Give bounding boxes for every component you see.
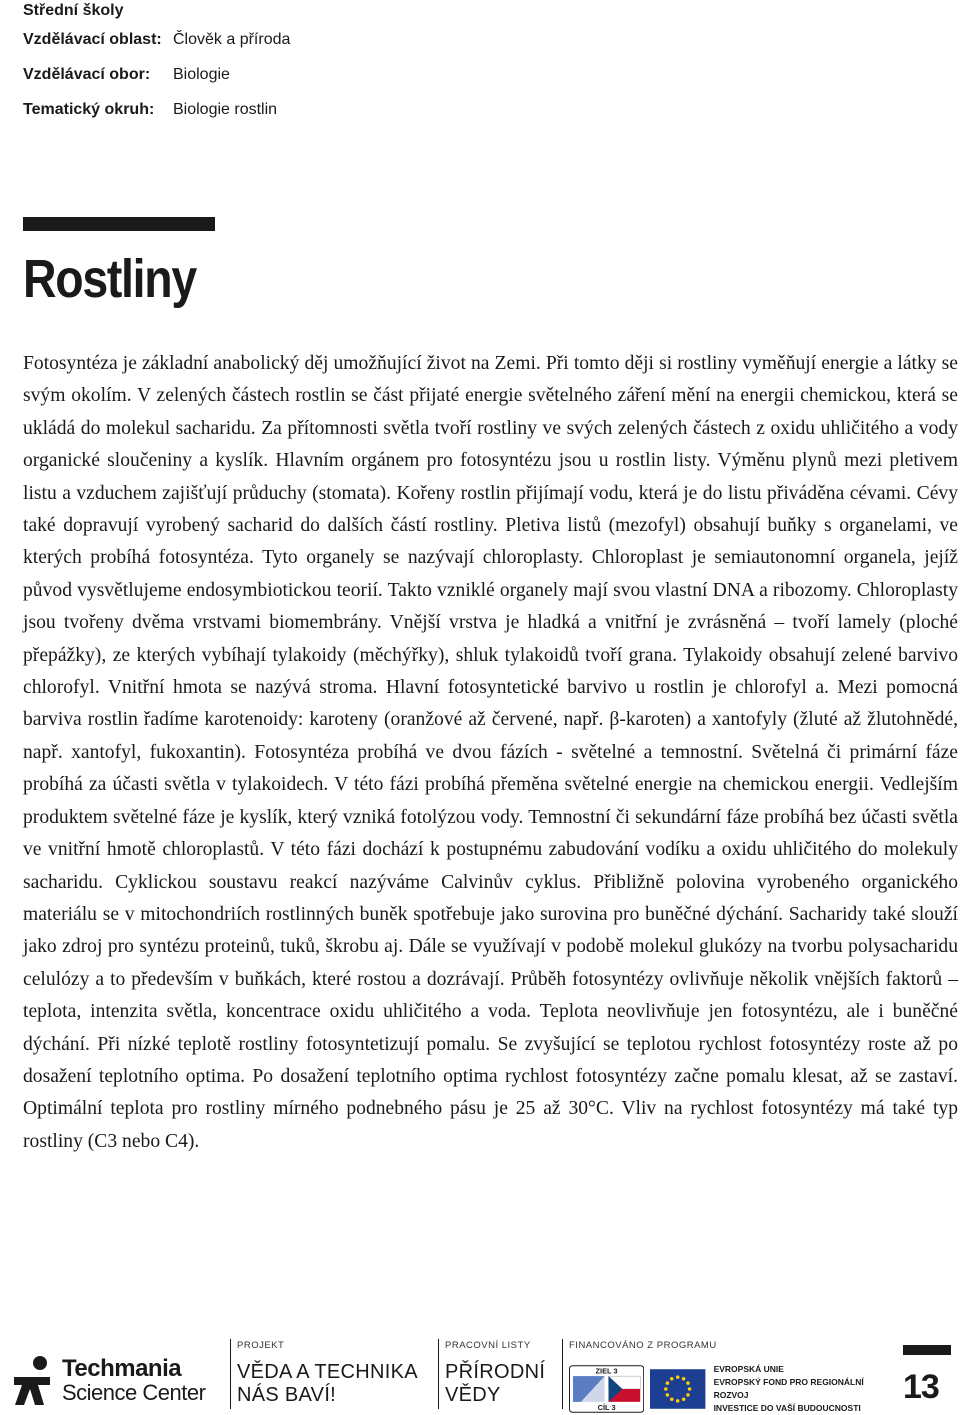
svg-text:CÍL 3: CÍL 3 — [597, 1402, 616, 1412]
eu-star — [682, 1397, 686, 1401]
brand-subtitle: Science Center — [62, 1380, 206, 1405]
eu-star — [666, 1381, 670, 1385]
page-number: 13 — [903, 1368, 939, 1406]
worksheets-label: PRACOVNÍ LISTY — [445, 1340, 531, 1351]
eu-star — [670, 1397, 674, 1401]
eu-star — [686, 1393, 690, 1397]
eu-star — [676, 1399, 680, 1403]
meta-label: Tematický okruh: — [23, 101, 155, 118]
eu-star — [670, 1377, 674, 1381]
eu-star — [676, 1375, 680, 1379]
eu-star — [664, 1387, 668, 1391]
project-block — [230, 1339, 427, 1409]
page-number-decor-bar — [903, 1345, 951, 1355]
eu-flag-icon — [650, 1369, 705, 1409]
techmania-logo — [10, 1355, 205, 1407]
worksheets-line2: VĚDY — [445, 1384, 501, 1406]
project-name-line2: NÁS BAVÍ! — [237, 1384, 337, 1406]
brand-name: Techmania — [62, 1355, 182, 1382]
eu-text — [714, 1363, 899, 1415]
meta-value: Člověk a příroda — [173, 31, 291, 48]
eu-star — [682, 1377, 686, 1381]
page-title: Rostliny — [23, 249, 196, 309]
project-label: PROJEKT — [237, 1340, 285, 1351]
eu-star — [686, 1381, 690, 1385]
meta-row-field — [23, 57, 290, 92]
meta-label: Vzdělávací obor: — [23, 66, 151, 83]
eu-star — [666, 1393, 670, 1397]
eu-line1: EVROPSKÁ UNIE — [713, 1364, 784, 1374]
techmania-icon — [10, 1355, 56, 1407]
worksheets-block — [438, 1339, 555, 1409]
svg-text:ZIEL 3: ZIEL 3 — [595, 1366, 618, 1376]
ziel3-cil3-badge — [569, 1365, 644, 1413]
meta-value: Biologie — [173, 66, 230, 83]
project-name-line1: VĚDA A TECHNIKA — [237, 1361, 418, 1383]
worksheets-line1: PŘÍRODNÍ — [445, 1361, 546, 1383]
eu-star — [688, 1387, 692, 1391]
eu-line3: INVESTICE DO VAŠÍ BUDOUCNOSTI — [713, 1403, 861, 1413]
financed-block — [562, 1339, 899, 1413]
footer — [0, 1335, 960, 1413]
meta-value: Biologie rostlin — [173, 101, 278, 118]
meta-label: Vzdělávací oblast: — [23, 31, 162, 48]
body-paragraph: Fotosyntéza je základní anabolický děj umožňující život na Zemi. Při tomto ději si rostliny vyměňují energie a látky se svým okolím. V zelených částech rostlin se část přijaté energie světelného záření mění na energii chemickou, která se ukládá do molekul sacharidu. Za přítomnosti světla tvoří rostliny ve svých zelených částech z oxidu uhličitého a vody organické sloučeniny a kyslík. Hlavním orgánem pro fotosyntézu jsou u rostlin listy. Výměnu plynů mezi pletivem listu a vzduchem zajišťují průduchy (stomata). Kořeny rostlin přijímají vodu, která je do listu přiváděna cévami. Cévy také dopravují vyrobený sacharid do dalších částí rostliny. Pletiva listů (mezofyl) obsahují buňky s organelami, ve kterých probíhá fotosyntéza. Tyto organely se nazývají chloroplasty. Chloroplast je semiautonomní organela, jejíž původ vysvětlujeme endosymbiotickou teorií. Takto vzniklé organely mají svou vlastní DNA a ribozomy. Chloroplasty jsou tvořeny dvěma vrstvami biomembrány. Vnější vrstva je hladká a vnitřní je zvrásněná – tvoří lamely (ploché přepážky), ze kterých vybíhají tylakoidy (měchýřky), shluk tylakoidů tvoří grana. Tylakoidy obsahují zelené barvivo chlorofyl. Vnitřní hmota se nazývá stroma. Hlavní fotosyntetické barvivo u rostlin je chlorofyl a. Mezi pomocná barviva rostlin řadíme karotenoidy: karoteny (oranžové až červené, např. β-karoten) a xantofyly (žluté až žlutohnědé, např. xantofyl, fukoxantin). Fotosyntéza probíhá ve dvou fázích - světelné a temnostní. Světelná či primární fáze probíhá za účasti světla v tylakoidech. V této fázi probíhá přeměna světelné energie na chemickou energii. Vedlejším produktem světelné fáze je kyslík, který vzniká fotolýzou vody. Temnostní či sekundární fáze probíhá bez účasti světla ve vnitřní hmotě chloroplastů. V této fázi dochází k postupnému zabudování vodíku a oxidu uhličitého do molekuly sacharidu. Cyklickou soustavu reakcí nazýváme Calvinův cyklus. Přibližně polovina vyrobeného organického materiálu se v mitochondriích rostlinných buněk spotřebuje jako surovina pro buněčné dýchání. Sacharidy také slouží jako zdroj pro syntézu proteinů, tuků, škrobu aj. Dále se využívají v podobě molekul glukózy na tvorbu polysacharidu celulózy a to především v buňkách, které rostou a dozrávají. Průběh fotosyntézy ovlivňuje několik vnějších faktorů – teplota, intenzita světla, koncentrace oxidu uhličitého a voda. Teplota neovlivňuje jen fotosyntézu, ale i buněčné dýchání. Při nízké teplotě rostliny fotosyntetizují pomalu. Se zvyšující se teplotou rychlost fotosyntézy roste až po dosažení teplotního optima. Po dosažení teplotního optima rychlost fotosyntézy začne pomalu klesat, až se zastaví. Optimální teplota pro rostliny mírného podnebného pásu je 25 až 30°C. Vliv na rychlost fotosyntézy má také typ rostliny (C3 nebo C4). — [23, 353, 958, 1152]
financed-label: FINANCOVÁNO Z PROGRAMU — [569, 1340, 717, 1351]
eu-line2: EVROPSKÝ FOND PRO REGIONÁLNÍ ROZVOJ — [713, 1377, 864, 1400]
meta-row-area — [23, 22, 290, 57]
school-level: Střední školy — [23, 2, 124, 19]
header-meta — [23, 0, 290, 127]
meta-row-topic — [23, 92, 290, 127]
title-decor-bar — [23, 217, 215, 231]
